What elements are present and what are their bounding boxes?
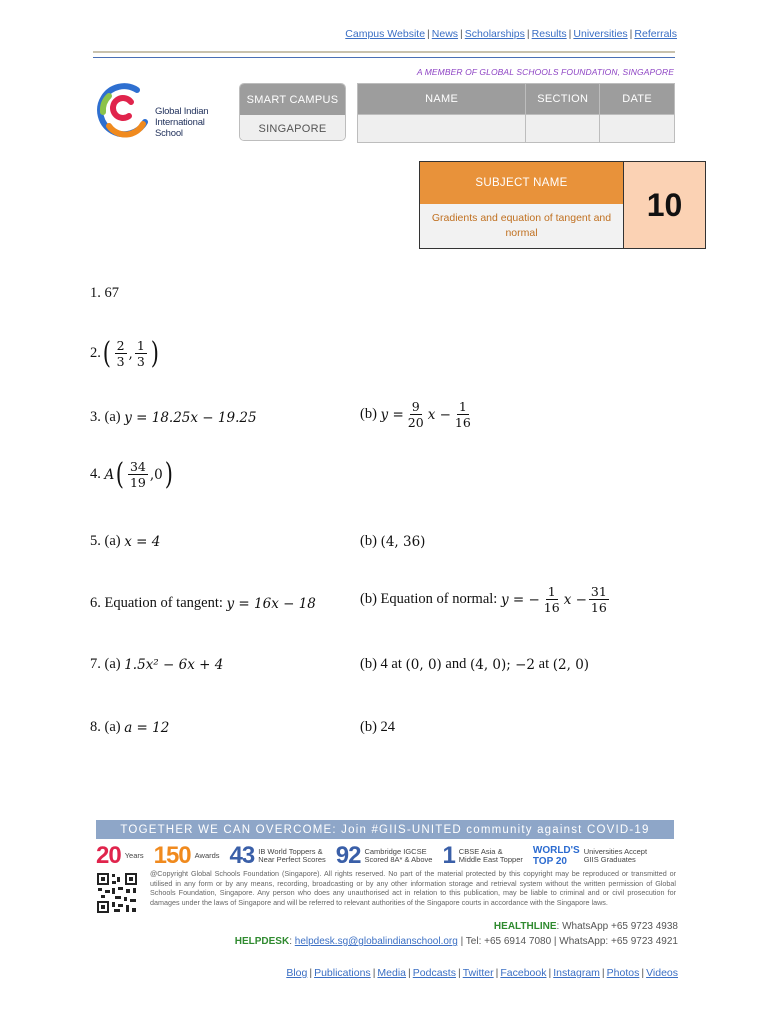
link-results[interactable]: Results <box>531 28 567 40</box>
helpdesk-label: HELPDESK <box>234 936 290 947</box>
helpdesk-text: | Tel: +65 6914 7080 | WhatsApp: +65 9723 4921 <box>457 936 678 947</box>
answer-5a-eq: x = 4 <box>124 533 161 550</box>
link-universities[interactable]: Universities <box>573 28 628 40</box>
stat-world-text: Universities Accept GIIS Graduates <box>583 846 648 864</box>
link-photos[interactable]: Photos <box>606 967 640 979</box>
answer-7a-prefix: 7. (a) <box>90 656 121 672</box>
top-nav-links: Campus Website | News | Scholarships | Results | Universities | Referrals <box>345 28 677 40</box>
link-twitter[interactable]: Twitter <box>462 967 494 979</box>
link-videos[interactable]: Videos <box>646 967 678 979</box>
logo-text <box>155 106 208 139</box>
copyright-notice: @Copyright Global Schools Foundation (Singapore). All rights reserved. No part of the material protected by this copyright may be reproduced or transmitted or utilised in any form or by any means, recording, broadcasting or by any other information storage and retrieval system without the written permission of Global Schools Foundation, Singapore. Any person who does any unauthorised act in relation to this publication, may be liable to criminal and or civil prosecution for damages under the laws of Singapore and will be referred to relevant authorities of the Singapore courts in accordance with the Singapore laws. <box>150 869 676 907</box>
stat-cbse-num: 1 <box>442 842 455 869</box>
answer-5b <box>360 533 425 550</box>
link-blog[interactable]: Blog <box>286 967 308 979</box>
link-campus-website[interactable]: Campus Website <box>345 28 426 40</box>
stat-years-num: 20 <box>96 842 121 869</box>
answer-8a <box>90 719 169 736</box>
stat-years-text: Years <box>124 850 144 860</box>
covid-banner: TOGETHER WE CAN OVERCOME: Join #GIIS-UNITED community against COVID-19 <box>96 820 674 839</box>
answer-7b-and: and <box>445 656 467 672</box>
answer-4-prefix: 4. <box>90 466 101 482</box>
link-news[interactable]: News <box>431 28 459 40</box>
stat-cbse <box>442 842 522 870</box>
answer-6a-eq: y = 16x − 18 <box>226 595 316 612</box>
subject-label: SUBJECT NAME <box>420 162 623 204</box>
smart-campus-box <box>239 83 346 141</box>
stat-cbse-text: CBSE Asia & Middle East Topper <box>458 846 523 864</box>
answer-8a-eq: a = 12 <box>124 719 170 736</box>
answer-8b <box>360 719 395 736</box>
stat-ib <box>230 842 326 870</box>
answer-6b-prefix: (b) Equation of normal: <box>360 591 498 607</box>
link-scholarships[interactable]: Scholarships <box>464 28 525 40</box>
stat-world-label: WORLD'S TOP 20 <box>532 845 580 867</box>
healthline-text: : WhatsApp +65 9723 4938 <box>556 921 678 932</box>
answer-1-text: 1. 67 <box>90 285 119 301</box>
answer-8a-prefix: 8. (a) <box>90 719 121 735</box>
section-field[interactable] <box>526 115 600 143</box>
stat-years <box>96 842 144 870</box>
stat-igcse-text: Cambridge IGCSE Scored 8A* & Above <box>364 846 433 864</box>
stat-awards-text: Awards <box>194 850 220 860</box>
healthline-label: HEALTHLINE <box>493 921 557 932</box>
stat-awards <box>154 842 220 870</box>
answer-3a-eq: y = 18.25x − 19.25 <box>124 409 257 426</box>
answer-3b <box>360 399 475 430</box>
link-facebook[interactable]: Facebook <box>500 967 547 979</box>
answer-3b-frac-2: $\frac{1}{16}$ <box>454 399 471 430</box>
smart-campus-label: SMART CAMPUS <box>240 84 345 115</box>
answer-6b-frac-2: $\frac{31}{16}$ <box>590 584 607 615</box>
answer-4-var: A <box>104 466 115 483</box>
link-podcasts[interactable]: Podcasts <box>412 967 456 979</box>
answer-7b-prefix: (b) 4 at <box>360 656 402 672</box>
campus-value: SINGAPORE <box>240 115 345 141</box>
answer-3a-prefix: 3. (a) <box>90 409 121 425</box>
logo-swirl-icon <box>95 82 153 140</box>
answer-7a-eq: 1.5x² − 6x + 4 <box>124 656 224 673</box>
stat-igcse-num: 92 <box>335 842 361 869</box>
stat-ib-num: 43 <box>229 842 255 869</box>
stat-igcse <box>336 842 433 870</box>
answer-2: 2. ( $\frac{2}{3}$ , $\frac{1}{3}$ ) <box>90 335 159 371</box>
answer-2-frac-1: $\frac{2}{3}$ <box>116 338 125 369</box>
school-logo <box>95 82 235 140</box>
date-field[interactable] <box>600 115 675 143</box>
logo-line-2: International <box>155 117 205 128</box>
answer-2-prefix: 2. <box>90 345 101 361</box>
healthline <box>494 921 678 932</box>
answer-3b-lhs: y = <box>380 406 404 423</box>
answer-6a-prefix: 6. Equation of tangent: <box>90 595 223 611</box>
answer-6b-lhs: y = − <box>500 591 540 608</box>
answer-5b-prefix: (b) <box>360 533 377 549</box>
answer-5a <box>90 533 160 550</box>
stat-ib-text: IB World Toppers & Near Perfect Scores <box>258 846 326 864</box>
answer-2-frac-2: $\frac{1}{3}$ <box>136 338 145 369</box>
link-referrals[interactable]: Referrals <box>634 28 677 40</box>
qr-code-icon <box>96 872 138 914</box>
name-field[interactable] <box>358 115 526 143</box>
answer-4-frac: $\frac{34}{19}$ <box>129 459 146 490</box>
link-instagram[interactable]: Instagram <box>553 967 600 979</box>
link-media[interactable]: Media <box>377 967 407 979</box>
answer-6b-frac-1: $\frac{1}{16}$ <box>543 584 560 615</box>
answer-1 <box>90 285 119 302</box>
subject-name: Gradients and equation of tangent and normal <box>420 204 623 248</box>
subject-number: 10 <box>623 162 705 248</box>
answer-6b <box>360 584 611 615</box>
helpdesk: HELPDESK: helpdesk.sg@globalindianschool.org | Tel: +65 6914 7080 | WhatsApp: +65 9723 4921 <box>234 936 678 947</box>
answer-7b <box>360 656 589 673</box>
answer-5a-prefix: 5. (a) <box>90 533 121 549</box>
logo-line-1: Global Indian <box>155 106 209 117</box>
answer-7b-at: at <box>538 656 550 672</box>
header-divider-blue <box>93 57 675 58</box>
student-info-table <box>357 83 675 143</box>
section-header: SECTION <box>526 84 600 115</box>
answer-3b-frac-1: $\frac{9}{20}$ <box>407 399 424 430</box>
answer-7b-point-2: (4, 0); −2 <box>469 656 536 673</box>
stat-awards-num: 150 <box>153 842 191 869</box>
helpdesk-email-link[interactable]: helpdesk.sg@globalindianschool.org <box>294 936 458 947</box>
answer-3b-mid: x − <box>427 406 451 423</box>
name-header: NAME <box>358 84 526 115</box>
answer-4: 4. A ( $\frac{34}{19}$ ,0 ) <box>90 456 173 492</box>
footer-links: Blog | Publications | Media | Podcasts | Twitter | Facebook | Instagram | Photos | Videos <box>286 967 678 979</box>
answer-7a <box>90 656 223 673</box>
answer-6b-mid: x − <box>563 591 587 608</box>
logo-line-3: School <box>155 128 183 139</box>
answer-7b-point-3: (2, 0) <box>552 656 590 673</box>
answer-6a <box>90 595 316 612</box>
header-divider <box>93 51 675 53</box>
answer-7b-point-1: (0, 0) <box>405 656 442 673</box>
answer-8b-text: (b) 24 <box>360 719 396 735</box>
stats-strip <box>96 843 676 869</box>
answer-4-tail: ,0 <box>149 466 163 483</box>
stat-world <box>533 845 647 867</box>
answer-3a <box>90 409 257 426</box>
member-text: A MEMBER OF GLOBAL SCHOOLS FOUNDATION, SINGAPORE <box>416 67 674 77</box>
answer-3b-prefix: (b) <box>360 406 377 422</box>
link-publications[interactable]: Publications <box>314 967 371 979</box>
date-header: DATE <box>600 84 675 115</box>
subject-box <box>419 161 706 249</box>
answer-5b-eq: (4, 36) <box>380 533 426 550</box>
